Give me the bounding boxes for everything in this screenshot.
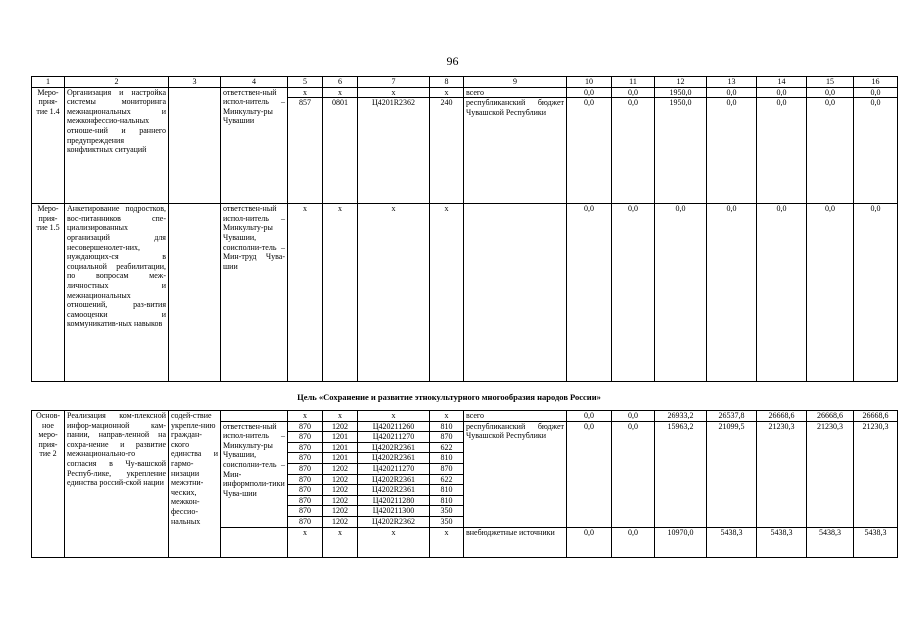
grbs-code: 857 [288, 98, 323, 204]
section-code: x [323, 204, 358, 382]
value-cell: 21230,3 [854, 421, 898, 527]
value-cell: 21230,3 [807, 421, 854, 527]
expense-type-code: x [430, 411, 464, 422]
grbs-code: 870 [288, 485, 323, 496]
value-cell: 21230,3 [757, 421, 807, 527]
grbs-code: 870 [288, 506, 323, 517]
funding-source: республиканский бюджет Чувашской Республики [464, 421, 567, 527]
target-article-code: Ц4202R2361 [358, 442, 430, 453]
section-code: 1202 [323, 474, 358, 485]
grbs-code: 870 [288, 432, 323, 443]
page-number: 96 [446, 54, 459, 68]
executor-spacer [221, 411, 288, 422]
measure-executor: ответствен-ный испол-нитель – Минкульту-ры Чувашии, соисполни-тель – Мин-труд Чува-шии [221, 204, 288, 382]
header-cell: 5 [288, 77, 323, 88]
value-cell: 0,0 [567, 527, 612, 557]
expense-type-code: 622 [430, 442, 464, 453]
expense-type-code: 810 [430, 485, 464, 496]
header-cell: 14 [757, 77, 807, 88]
section-code: 1202 [323, 421, 358, 432]
value-cell: 0,0 [612, 421, 655, 527]
value-cell: 0,0 [707, 87, 757, 98]
value-cell: 0,0 [567, 204, 612, 382]
measure-executor: ответствен-ный испол-нитель – Минкульту-ры Чувашии [221, 87, 288, 204]
value-cell: 0,0 [854, 204, 898, 382]
header-cell: 15 [807, 77, 854, 88]
value-cell: 0,0 [707, 204, 757, 382]
section-code: 1201 [323, 453, 358, 464]
expense-type-code: 870 [430, 463, 464, 474]
expense-type-code: 350 [430, 506, 464, 517]
value-cell: 1950,0 [655, 87, 707, 98]
funding-source [464, 204, 567, 382]
expense-type-code: 870 [430, 432, 464, 443]
section-code: 1202 [323, 485, 358, 496]
value-cell: 0,0 [655, 204, 707, 382]
target-article-code: Ц4202R2361 [358, 474, 430, 485]
value-cell: 5438,3 [757, 527, 807, 557]
measure-title: Реализация ком-плексной инфор-мационной кам-пании, направ-ленной на сохра-нение и развитие межнационально-го согласия в Чу-вашской Респуб-лике, укрепление единства россий-ской нации [65, 411, 169, 558]
target-article-code: x [358, 204, 430, 382]
value-cell: 0,0 [807, 87, 854, 98]
grbs-code: x [288, 87, 323, 98]
grbs-code: 870 [288, 495, 323, 506]
expense-type-code: 350 [430, 516, 464, 527]
measure-number: Меро- прня- тие 1.4 [32, 87, 65, 204]
measure-title: Организация и настройка системы мониторинга межнациональных и межконфессио-нальных отноше-ний и раннего предупреждения конфликтных ситуаций [65, 87, 169, 204]
table-row [32, 204, 898, 382]
expense-type-code: x [430, 204, 464, 382]
value-cell: 21099,5 [707, 421, 757, 527]
target-article-code: Ц420211270 [358, 463, 430, 474]
target-article-code: Ц420211280 [358, 495, 430, 506]
section-code: x [323, 527, 358, 557]
funding-source: всего [464, 87, 567, 98]
header-row [32, 77, 898, 88]
goal-heading: Цель «Сохранение и развитие этнокультурного многообразия народов России» [297, 392, 601, 402]
measure-title: Анкетирование подростков, вос-питанников спе-циализированных организаций для несовершенолет-них, нуждающих-ся в социальной реабилитации, по вопросам меж-личностных и межнациональных отношений, раз-вития самооценки и коммуникатив-ных навыков [65, 204, 169, 382]
table-row [32, 87, 898, 98]
funding-source: республиканский бюджет Чувашской Республики [464, 98, 567, 204]
value-cell: 0,0 [807, 98, 854, 204]
value-cell: 0,0 [807, 204, 854, 382]
section-code: x [323, 411, 358, 422]
target-article-code: x [358, 411, 430, 422]
value-cell: 0,0 [612, 204, 655, 382]
measure-goal [169, 87, 221, 204]
target-article-code: x [358, 527, 430, 557]
section-code: 1202 [323, 463, 358, 474]
value-cell: 0,0 [612, 98, 655, 204]
value-cell: 26668,6 [854, 411, 898, 422]
section-code: 1201 [323, 442, 358, 453]
value-cell: 0,0 [567, 87, 612, 98]
expense-type-code: 240 [430, 98, 464, 204]
value-cell: 0,0 [757, 204, 807, 382]
target-article-code: Ц420211270 [358, 432, 430, 443]
value-cell: 5438,3 [707, 527, 757, 557]
expense-type-code: x [430, 527, 464, 557]
target-article-code: Ц4202R2361 [358, 485, 430, 496]
value-cell: 26668,6 [757, 411, 807, 422]
measure-executor: ответствен-ный испол-нитель – Минкульту-ры Чувашии, соисполни-тель – Мин-информполи-тики Чува-шии [221, 421, 288, 527]
value-cell: 0,0 [757, 98, 807, 204]
header-cell: 7 [358, 77, 430, 88]
header-cell: 3 [169, 77, 221, 88]
target-article-code: Ц4202R2361 [358, 453, 430, 464]
header-cell: 11 [612, 77, 655, 88]
section-code: 1202 [323, 495, 358, 506]
header-cell: 6 [323, 77, 358, 88]
target-article-code: Ц4202R2362 [358, 516, 430, 527]
grbs-code: 870 [288, 442, 323, 453]
value-cell: 0,0 [612, 87, 655, 98]
grbs-code: 870 [288, 421, 323, 432]
value-cell: 0,0 [854, 87, 898, 98]
section-code: x [323, 87, 358, 98]
header-cell: 10 [567, 77, 612, 88]
executor-spacer [221, 527, 288, 557]
header-cell: 16 [854, 77, 898, 88]
grbs-code: x [288, 204, 323, 382]
target-article-code: Ц420211300 [358, 506, 430, 517]
value-cell: 0,0 [854, 98, 898, 204]
header-cell: 8 [430, 77, 464, 88]
value-cell: 0,0 [612, 527, 655, 557]
header-cell: 1 [32, 77, 65, 88]
table-row [32, 411, 898, 422]
header-cell: 13 [707, 77, 757, 88]
expense-type-code: x [430, 87, 464, 98]
expense-type-code: 810 [430, 495, 464, 506]
header-cell: 4 [221, 77, 288, 88]
value-cell: 5438,3 [807, 527, 854, 557]
measure-number: Основ- ное меро- прия- тие 2 [32, 411, 65, 558]
value-cell: 26933,2 [655, 411, 707, 422]
grbs-code: 870 [288, 463, 323, 474]
grbs-code: 870 [288, 516, 323, 527]
target-article-code: x [358, 87, 430, 98]
value-cell: 0,0 [567, 98, 612, 204]
measure-goal: содей-ствие укрепле-нию граждан-ского единства и гармо-низации межэтни-ческих, межкон-фессио-нальных [169, 411, 221, 558]
value-cell: 0,0 [567, 421, 612, 527]
expense-type-code: 810 [430, 453, 464, 464]
main-measure-table [31, 410, 898, 558]
grbs-code: x [288, 411, 323, 422]
expense-type-code: 622 [430, 474, 464, 485]
value-cell: 0,0 [757, 87, 807, 98]
target-article-code: Ц420211260 [358, 421, 430, 432]
funding-source: всего [464, 411, 567, 422]
value-cell: 10970,0 [655, 527, 707, 557]
section-code: 1202 [323, 506, 358, 517]
value-cell: 26537,8 [707, 411, 757, 422]
measure-number: Меро- прия- тие 1.5 [32, 204, 65, 382]
expense-type-code: 810 [430, 421, 464, 432]
grbs-code: 870 [288, 474, 323, 485]
header-cell: 12 [655, 77, 707, 88]
funding-source: внебюджетные источники [464, 527, 567, 557]
value-cell: 26668,6 [807, 411, 854, 422]
grbs-code: 870 [288, 453, 323, 464]
measure-goal [169, 204, 221, 382]
value-cell: 0,0 [567, 411, 612, 422]
value-cell: 15963,2 [655, 421, 707, 527]
value-cell: 1950,0 [655, 98, 707, 204]
section-code: 0801 [323, 98, 358, 204]
value-cell: 0,0 [707, 98, 757, 204]
section-code: 1201 [323, 432, 358, 443]
value-cell: 5438,3 [854, 527, 898, 557]
grbs-code: x [288, 527, 323, 557]
section-code: 1202 [323, 516, 358, 527]
header-cell: 9 [464, 77, 567, 88]
measures-table [31, 76, 898, 382]
value-cell: 0,0 [612, 411, 655, 422]
target-article-code: Ц4201R2362 [358, 98, 430, 204]
header-cell: 2 [65, 77, 169, 88]
